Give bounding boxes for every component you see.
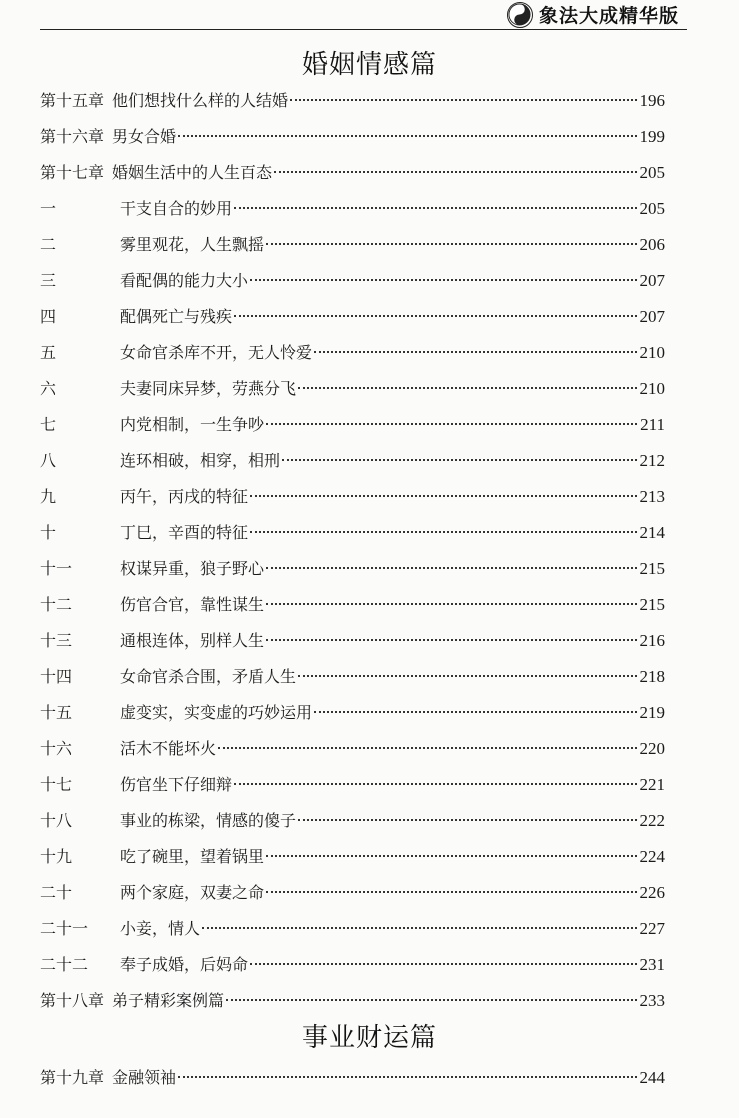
toc-entry[interactable] [40, 521, 665, 545]
toc-entry-number: 十五 [40, 703, 73, 722]
toc-entry-title: 他们想找什么样的人结婚 [112, 91, 289, 110]
dot-leader [250, 495, 636, 497]
toc-entry-number: 十六 [40, 739, 73, 758]
toc-entry[interactable] [40, 197, 665, 221]
toc-entry-page: 226 [639, 883, 665, 902]
toc-entry-title: 丙午，丙戌的特征 [120, 487, 249, 506]
toc-entry-number: 十四 [40, 667, 73, 686]
toc-entry-title: 女命官杀库不开，无人怜爱 [120, 343, 313, 362]
toc-entry-title: 小妾，情人 [120, 919, 201, 938]
section-title-marriage: 婚姻情感篇 [301, 50, 437, 80]
toc-entry-number: 十 [40, 523, 57, 542]
toc-entry-number: 十一 [40, 559, 73, 578]
toc-entry[interactable] [40, 1066, 665, 1090]
toc-entry-page: 244 [639, 1068, 665, 1087]
toc-entry-number: 七 [40, 415, 57, 434]
toc-entry[interactable] [40, 989, 665, 1013]
toc-entry-page: 222 [639, 811, 665, 830]
toc-entry-number: 三 [40, 271, 57, 290]
toc-entry-title: 连环相破，相穿，相刑 [120, 451, 281, 470]
toc-entry-title: 婚姻生活中的人生百态 [112, 163, 273, 182]
toc-entry-page: 213 [639, 487, 665, 506]
toc-entry-number: 九 [40, 487, 57, 506]
toc-entry-title: 事业的栋梁，情感的傻子 [120, 811, 297, 830]
toc-entry-page: 233 [639, 991, 665, 1010]
dot-leader [266, 243, 636, 245]
toc-entry-title: 配偶死亡与残疾 [120, 307, 233, 326]
toc-entry-page: 224 [639, 847, 665, 866]
dot-leader [290, 99, 636, 101]
toc-entry-page: 199 [639, 127, 665, 146]
toc-entry-title: 金融领袖 [112, 1068, 177, 1087]
dot-leader [178, 135, 636, 137]
toc-entry-number: 十八 [40, 811, 73, 830]
toc-entry[interactable] [40, 773, 665, 797]
toc-entry-number: 第十八章 [40, 991, 105, 1010]
dot-leader [250, 279, 636, 281]
toc-entry-number: 八 [40, 451, 57, 470]
dot-leader [298, 819, 636, 821]
toc-entry-title: 伤官合官，靠性谋生 [120, 595, 265, 614]
toc-entry-title: 两个家庭，双妻之命 [120, 883, 265, 902]
toc-entry[interactable] [40, 665, 665, 689]
dot-leader [298, 387, 636, 389]
toc-entry-page: 221 [639, 775, 665, 794]
toc-entry-number: 二十一 [40, 919, 89, 938]
toc-entry-page: 215 [639, 595, 665, 614]
toc-entry-page: 206 [639, 235, 665, 254]
toc-entry[interactable] [40, 593, 665, 617]
toc-entry-page: 196 [639, 91, 665, 110]
toc-entry-title: 奉子成婚，后妈命 [120, 955, 249, 974]
toc-entry-number: 十二 [40, 595, 73, 614]
toc-entry[interactable] [40, 485, 665, 509]
toc-entry-title: 权谋异重，狼子野心 [120, 559, 265, 578]
toc-entry[interactable] [40, 161, 665, 185]
toc-entry-title: 活木不能坏火 [120, 739, 217, 758]
toc-entry-title: 内党相制，一生争吵 [120, 415, 265, 434]
header-brand-tab [501, 0, 687, 29]
toc-entry-number: 十三 [40, 631, 73, 650]
dot-leader [218, 747, 636, 749]
toc-entry[interactable] [40, 413, 665, 437]
dot-leader [202, 927, 636, 929]
toc-entry[interactable] [40, 125, 665, 149]
toc-entry-title: 通根连体，别样人生 [120, 631, 265, 650]
dot-leader [178, 1076, 636, 1078]
toc-entry[interactable] [40, 377, 665, 401]
page-header [0, 0, 739, 30]
toc-entry-title: 夫妻同床异梦，劳燕分飞 [120, 379, 297, 398]
toc-entry-title: 雾里观花，人生飘摇 [120, 235, 265, 254]
toc-entry-page: 214 [639, 523, 665, 542]
toc-entry[interactable] [40, 269, 665, 293]
dot-leader [266, 603, 636, 605]
toc-entry-page: 220 [639, 739, 665, 758]
toc-entry[interactable] [40, 881, 665, 905]
toc-entry-title: 伤官坐下仔细辩 [120, 775, 233, 794]
toc-entry-page: 216 [639, 631, 665, 650]
toc-entry[interactable] [40, 341, 665, 365]
yin-yang-icon [507, 2, 533, 28]
dot-leader [298, 675, 636, 677]
toc-entry[interactable] [40, 305, 665, 329]
dot-leader [266, 639, 636, 641]
dot-leader [234, 315, 636, 317]
toc-entry-number: 二 [40, 235, 57, 254]
toc-entry-title: 弟子精彩案例篇 [112, 991, 225, 1010]
toc-entry-page: 218 [639, 667, 665, 686]
toc-entry[interactable] [40, 629, 665, 653]
dot-leader [234, 783, 636, 785]
toc-entry-number: 四 [40, 307, 57, 326]
dot-leader [282, 459, 636, 461]
toc-entry-number: 二十二 [40, 955, 89, 974]
dot-leader [266, 567, 636, 569]
toc-entry[interactable] [40, 701, 665, 725]
toc-entry-title: 吃了碗里，望着锅里 [120, 847, 265, 866]
toc-entry[interactable] [40, 233, 665, 257]
toc-entry[interactable] [40, 953, 665, 977]
toc-entry-title: 男女合婚 [112, 127, 177, 146]
header-rule [40, 29, 687, 30]
dot-leader [314, 711, 636, 713]
toc-entry-number: 第十九章 [40, 1068, 105, 1087]
toc-entry-page: 205 [639, 199, 665, 218]
toc-entry[interactable] [40, 809, 665, 833]
dot-leader [266, 891, 636, 893]
dot-leader [234, 207, 636, 209]
toc-entry[interactable] [40, 89, 665, 113]
toc-entry-title: 女命官杀合围，矛盾人生 [120, 667, 297, 686]
toc-entry-page: 215 [639, 559, 665, 578]
dot-leader [314, 351, 636, 353]
toc-entry-page: 211 [640, 415, 665, 434]
dot-leader [266, 855, 636, 857]
toc-entry[interactable] [40, 449, 665, 473]
section-title-career: 事业财运篇 [301, 1023, 437, 1053]
toc-entry-title: 虚变实，实变虚的巧妙运用 [120, 703, 313, 722]
toc-entry-page: 207 [639, 271, 665, 290]
toc-entry-page: 231 [639, 955, 665, 974]
toc-entry-page: 210 [639, 379, 665, 398]
toc-entry-number: 五 [40, 343, 57, 362]
toc-entry-title: 看配偶的能力大小 [120, 271, 249, 290]
toc-entry-page: 227 [639, 919, 665, 938]
brand-title: 象法大成精华版 [538, 5, 679, 27]
toc-entry[interactable] [40, 845, 665, 869]
toc-entry-page: 210 [639, 343, 665, 362]
toc-entry-number: 六 [40, 379, 57, 398]
toc-entry[interactable] [40, 557, 665, 581]
dot-leader [266, 423, 637, 425]
toc-entry-number: 二十 [40, 883, 73, 902]
toc-entry-page: 219 [639, 703, 665, 722]
dot-leader [226, 999, 636, 1001]
dot-leader [274, 171, 636, 173]
toc-entry[interactable] [40, 737, 665, 761]
dot-leader [250, 963, 636, 965]
dot-leader [250, 531, 636, 533]
toc-entry-number: 第十六章 [40, 127, 105, 146]
toc-entry-number: 第十七章 [40, 163, 105, 182]
toc-entry-number: 十九 [40, 847, 73, 866]
toc-entry-number: 第十五章 [40, 91, 105, 110]
toc-entry-page: 205 [639, 163, 665, 182]
toc-entry-page: 207 [639, 307, 665, 326]
toc-entry[interactable] [40, 917, 665, 941]
toc-entry-number: 一 [40, 199, 57, 218]
toc-entry-title: 丁巳，辛酉的特征 [120, 523, 249, 542]
toc-entry-number: 十七 [40, 775, 73, 794]
toc-entry-page: 212 [639, 451, 665, 470]
toc-entry-title: 干支自合的妙用 [120, 199, 233, 218]
